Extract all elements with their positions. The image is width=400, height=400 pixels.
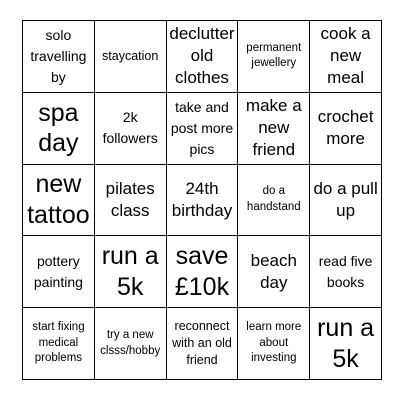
bingo-cell-r2c1[interactable]: spa day bbox=[23, 93, 95, 165]
bingo-cell-r5c1[interactable]: start fixing medical problems bbox=[23, 308, 95, 380]
bingo-cell-r3c5[interactable]: do a pull up bbox=[310, 165, 382, 237]
bingo-cell-r5c3[interactable]: reconnect with an old friend bbox=[167, 308, 239, 380]
bingo-board bbox=[22, 20, 382, 380]
bingo-cell-r1c5[interactable]: cook a new meal bbox=[310, 21, 382, 93]
bingo-cell-r3c3[interactable]: 24th birthday bbox=[167, 165, 239, 237]
bingo-cell-r1c3[interactable]: declutter old clothes bbox=[167, 21, 239, 93]
bingo-cell-r2c4[interactable]: make a new friend bbox=[238, 93, 310, 165]
bingo-cell-r3c4[interactable]: do a handstand bbox=[238, 165, 310, 237]
bingo-cell-r4c4[interactable]: beach day bbox=[238, 236, 310, 308]
bingo-cell-r5c2[interactable]: try a new clsss/hobby bbox=[95, 308, 167, 380]
bingo-cell-r1c2[interactable]: staycation bbox=[95, 21, 167, 93]
bingo-cell-r4c3[interactable]: save £10k bbox=[167, 236, 239, 308]
bingo-cell-r1c4[interactable]: permanent jewellery bbox=[238, 21, 310, 93]
bingo-cell-r1c1[interactable]: solo travelling by bbox=[23, 21, 95, 93]
bingo-cell-r5c4[interactable]: learn more about investing bbox=[238, 308, 310, 380]
bingo-cell-r4c2[interactable]: run a 5k bbox=[95, 236, 167, 308]
bingo-cell-r3c2[interactable]: pilates class bbox=[95, 165, 167, 237]
bingo-cell-r4c1[interactable]: pottery painting bbox=[23, 236, 95, 308]
bingo-cell-r4c5[interactable]: read five books bbox=[310, 236, 382, 308]
bingo-cell-r2c5[interactable]: crochet more bbox=[310, 93, 382, 165]
bingo-cell-r5c5[interactable]: run a 5k bbox=[310, 308, 382, 380]
bingo-cell-r2c3[interactable]: take and post more pics bbox=[167, 93, 239, 165]
bingo-cell-r3c1[interactable]: new tattoo bbox=[23, 165, 95, 237]
bingo-cell-r2c2[interactable]: 2k followers bbox=[95, 93, 167, 165]
